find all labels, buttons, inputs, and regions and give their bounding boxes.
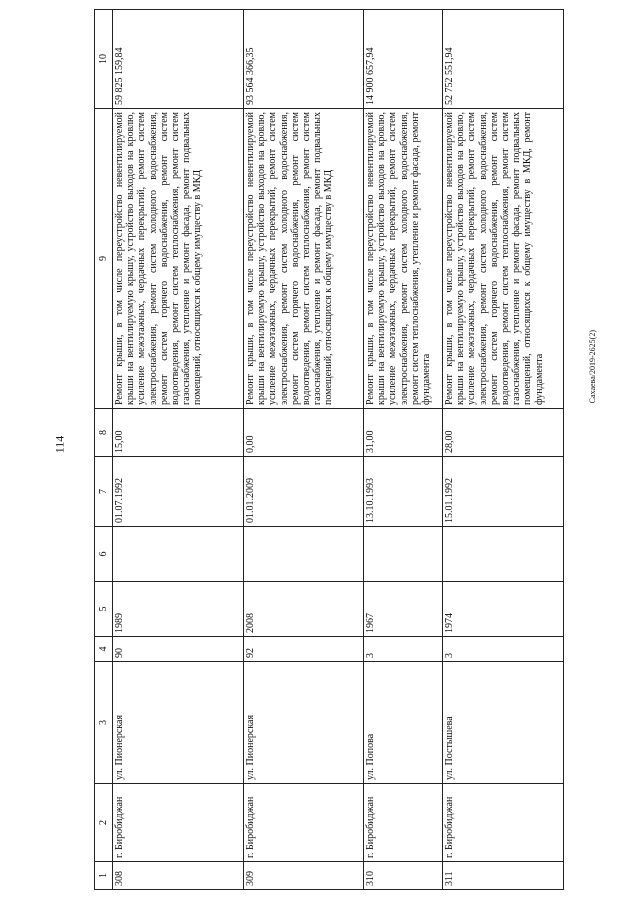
city-cell: г. Биробиджан [364,784,443,862]
header-cell: 7 [95,457,113,527]
header-cell: 6 [95,527,113,582]
wear-percent-cell: 15,00 [113,409,244,457]
city-cell: г. Биробиджан [244,784,364,862]
street-cell: ул. Пионерская [244,662,364,784]
row-number: 311 [443,862,564,890]
header-cell: 1 [95,862,113,890]
build-year-cell: 1989 [113,582,244,637]
row-number: 308 [113,862,244,890]
house-number-cell: 90 [113,637,244,662]
table-row [113,10,244,890]
housing-register-table [94,9,564,890]
wear-percent-cell: 28,00 [443,409,564,457]
column-6-cell [113,527,244,582]
house-number-cell: 3 [364,637,443,662]
header-cell: 2 [95,784,113,862]
rotated-page-content [94,10,564,890]
document-footer: Сахаева/2019-2625(2) [588,330,597,404]
street-cell: ул. Постышева [443,662,564,784]
row-number: 310 [364,862,443,890]
city-cell: г. Биробиджан [113,784,244,862]
build-year-cell: 1974 [443,582,564,637]
header-cell: 8 [95,409,113,457]
header-cell: 10 [95,10,113,109]
street-cell: ул. Пионерская [113,662,244,784]
header-cell: 3 [95,662,113,784]
page-number: 114 [52,435,67,454]
table-row [364,10,443,890]
house-number-cell: 3 [443,637,564,662]
build-year-cell: 2008 [244,582,364,637]
wear-percent-cell: 31,00 [364,409,443,457]
date-cell: 13.10.1993 [364,457,443,527]
street-cell: ул. Попова [364,662,443,784]
table-row [244,10,364,890]
cost-cell: 93 564 366,35 [244,10,364,109]
date-cell: 15.01.1992 [443,457,564,527]
cost-cell: 59 825 159,84 [113,10,244,109]
table-row [443,10,564,890]
build-year-cell: 1967 [364,582,443,637]
header-cell: 9 [95,109,113,409]
repair-works-cell: Ремонт крыши, в том числе переустройство невентилируемой крыши на вентилируемую крышу, устройство выходов на кровлю, усиление межэтажных, чердачных перекрытий, ремонт систем электроснабжения, ремонт систем холодного водоснабжения, ремонт систем горячего водоснабжения, ремонт систем водоотведения, ремонт систем теплоснабжения, ремонт систем газоснабжения, утепление и ремонт фасада, ремонт подвальных помещений, относящихся к общему имуществу в МКД, ремонт фундамента [443,109,564,409]
wear-percent-cell: 0,00 [244,409,364,457]
column-6-cell [443,527,564,582]
house-number-cell: 92 [244,637,364,662]
column-6-cell [244,527,364,582]
date-cell: 01.01.2009 [244,457,364,527]
header-cell: 5 [95,582,113,637]
repair-works-cell: Ремонт крыши, в том числе переустройство невентилируемой крыши на вентилируемую крышу, устройство выходов на кровлю, усиление межэтажных, чердачных перекрытий, ремонт систем электроснабжения, ремонт систем холодного водоснабжения, ремонт систем горячего водоснабжения, ремонт систем водоотведения, ремонт систем теплоснабжения, ремонт систем газоснабжения, утепление и ремонт фасада, ремонт подвальных помещений, относящихся к общему имуществу в МКД [244,109,364,409]
column-number-header [95,10,113,890]
repair-works-cell: Ремонт крыши, в том числе переустройство невентилируемой крыши на вентилируемую крышу, устройство выходов на кровлю, усиление межэтажных, чердачных перекрытий, ремонт систем электроснабжения, ремонт систем холодного водоснабжения, ремонт систем теплоснабжения, утепление и ремонт фасада, ремонт фундамента [364,109,443,409]
city-cell: г. Биробиджан [443,784,564,862]
date-cell: 01.07.1992 [113,457,244,527]
cost-cell: 14 900 657,94 [364,10,443,109]
repair-works-cell: Ремонт крыши, в том числе переустройство невентилируемой крыши на вентилируемую крышу, устройство выходов на кровлю, усиление межэтажных, чердачных перекрытий, ремонт систем электроснабжения, ремонт систем холодного водоснабжения, ремонт систем горячего водоснабжения, ремонт систем водоотведения, ремонт систем теплоснабжения, ремонт систем газоснабжения, утепление и ремонт фасада, ремонт подвальных помещений, относящихся к общему имуществу в МКД [113,109,244,409]
column-6-cell [364,527,443,582]
row-number: 309 [244,862,364,890]
cost-cell: 52 752 551,94 [443,10,564,109]
header-cell: 4 [95,637,113,662]
